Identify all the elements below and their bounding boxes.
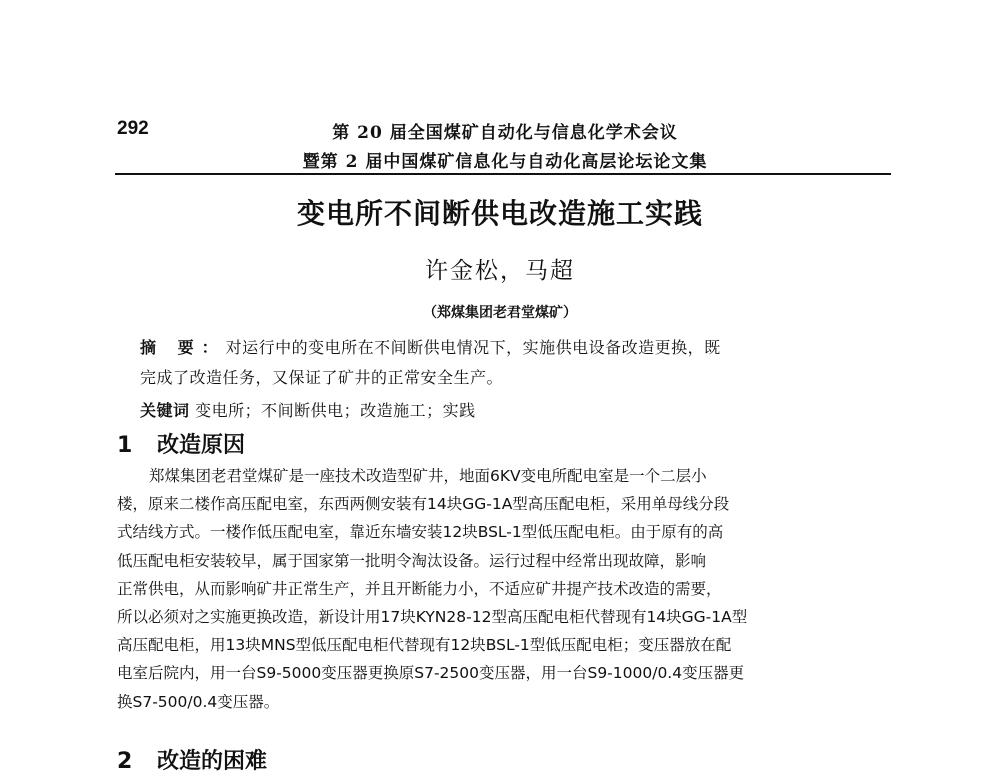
paper-title: 变电所不间断供电改造施工实践 [296, 197, 703, 230]
body-line: 郑煤集团老君堂煤矿是一座技术改造型矿井，地面6KV变电所配电室是一个二层小 [149, 467, 707, 485]
keywords-label: 关键词 [140, 401, 190, 420]
body-line: 式结线方式。一楼作低压配电室，靠近东墙安装12块BSL-1型低压配电柜。由于原有的高 [117, 523, 724, 542]
section-heading-1 [117, 428, 245, 459]
abstract [140, 333, 860, 393]
keywords [140, 398, 476, 421]
section-number: 1 [117, 433, 133, 458]
section-number: 2 [117, 749, 133, 774]
paper-affiliation: （郑煤集团老君堂煤矿） [423, 305, 577, 321]
section-title: 改造原因 [157, 433, 246, 458]
abstract-line-1 [140, 333, 860, 363]
body-line: 低压配电柜安装较早，属于国家第一批明令淘汰设备。运行过程中经常出现故障，影响 [117, 551, 707, 570]
paper-authors: 许金松，马超 [425, 258, 575, 284]
body-line: 所以必须对之实施更换改造，新设计用17块KYN28-12型高压配电柜代替现有14块GG-1A型 [117, 608, 748, 627]
body-line: 楼，原来二楼作高压配电室，东西两侧安装有14块GG-1A型高压配电柜，采用单母线分段 [117, 495, 730, 514]
page-number: 292 [117, 118, 149, 139]
conference-title-line-2: 暨第 2 届中国煤矿信息化与自动化高层论坛论文集 [302, 152, 708, 172]
abstract-label: 摘 要： [140, 338, 226, 357]
body-line: 电室后院内，用一台S9-5000变压器更换原S7-2500变压器，用一台S9-1000/0.4变压器更 [117, 664, 745, 683]
section-title: 改造的困难 [157, 749, 268, 774]
conference-title-line-1: 第 20 届全国煤矿自动化与信息化学术会议 [332, 123, 678, 143]
section-1-body [117, 462, 887, 716]
body-line: 正常供电，从而影响矿井正常生产，并且开断能力小，不适应矿井提产技术改造的需要， [117, 579, 722, 598]
body-line: 高压配电柜，用13块MNS型低压配电柜代替现有12块BSL-1型低压配电柜；变压器放在配 [117, 636, 732, 655]
header-rule [115, 173, 891, 175]
abstract-text-2: 完成了改造任务，又保证了矿井的正常安全生产。 [140, 368, 504, 387]
abstract-text-1: 对运行中的变电所在不间断供电情况下，实施供电设备改造更换，既 [225, 338, 721, 357]
keywords-text: 变电所；不间断供电；改造施工；实践 [189, 401, 476, 420]
body-line: 换S7-500/0.4变压器。 [117, 692, 280, 711]
